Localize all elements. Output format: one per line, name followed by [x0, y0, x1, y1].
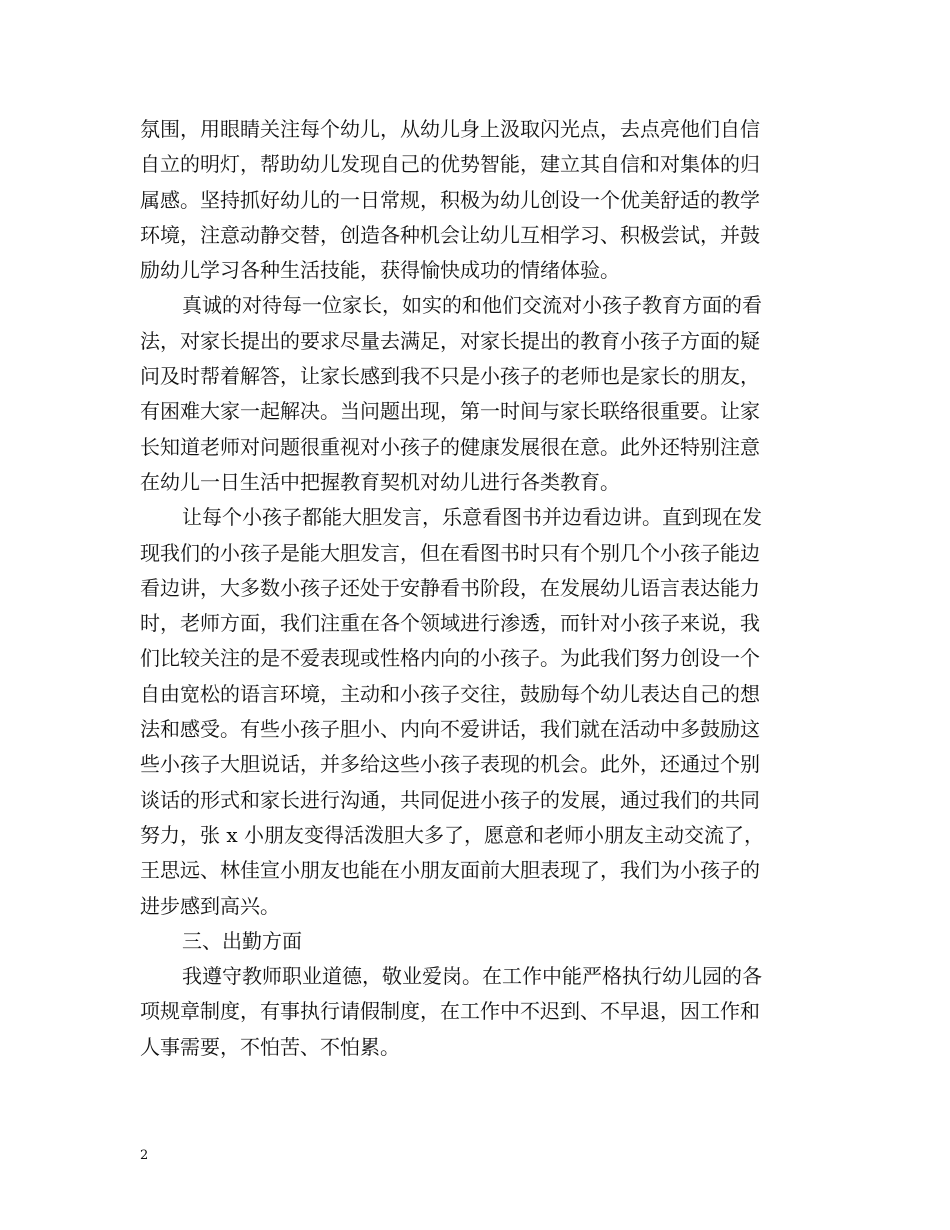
text-line: 氛围，用眼睛关注每个幼儿，从幼儿身上汲取闪光点，去点亮他们自信 [140, 117, 760, 141]
page-number: 2 [140, 1148, 149, 1163]
text-line: 们比较关注的是不爱表现或性格内向的小孩子。为此我们努力创设一个 [140, 646, 760, 671]
text-line: 属感。坚持抓好幼儿的一日常规，积极为幼儿创设一个优美舒适的教学 [140, 187, 760, 212]
text-line: 真诚的对待每一位家长，如实的和他们交流对小孩子教育方面的看 [182, 293, 762, 318]
paragraph-4 [140, 959, 812, 1065]
text-line: 让每个小孩子都能大胆发言，乐意看图书并边看边讲。直到现在发 [182, 505, 762, 530]
text-line: 在幼儿一日生活中把握教育契机对幼儿进行各类教育。 [140, 469, 620, 494]
text-line: 看边讲，大多数小孩子还处于安静看书阶段，在发展幼儿语言表达能力 [140, 575, 760, 600]
text-line: 现我们的小孩子是能大胆发言，但在看图书时只有个别几个小孩子能边 [140, 540, 760, 565]
text-line: 人事需要，不怕苦、不怕累。 [140, 1034, 400, 1059]
text-line: 我遵守教师职业道德，敬业爱岗。在工作中能严格执行幼儿园的各 [182, 964, 762, 989]
text-line: 问及时帮着解答，让家长感到我不只是小孩子的老师也是家长的朋友， [140, 364, 760, 389]
text-line: 有困难大家一起解决。当问题出现，第一时间与家长联络很重要。让家 [140, 399, 760, 424]
text-line: 项规章制度，有事执行请假制度，在工作中不迟到、不早退，因工作和 [140, 999, 760, 1024]
paragraph-1 [140, 112, 812, 288]
text-line: 谈话的形式和家长进行沟通，共同促进小孩子的发展，通过我们的共同 [140, 787, 760, 812]
text-line: 法和感受。有些小孩子胆小、内向不爱讲话，我们就在活动中多鼓励这 [140, 717, 760, 742]
text-line: 时，老师方面，我们注重在各个领域进行渗透，而针对小孩子来说，我 [140, 611, 760, 636]
document-body [140, 112, 812, 1065]
text-line: 王思远、林佳宣小朋友也能在小朋友面前大胆表现了，我们为小孩子的 [140, 858, 760, 883]
paragraph-2 [140, 288, 812, 500]
text-line: 些小孩子大胆说话，并多给这些小孩子表现的机会。此外，还通过个别 [140, 752, 760, 777]
text-line: 长知道老师对问题很重视对小孩子的健康发展很在意。此外还特别注意 [140, 434, 760, 459]
section-heading [140, 924, 812, 959]
text-line: 进步感到高兴。 [140, 893, 280, 918]
text-line: 自立的明灯，帮助幼儿发现自己的优势智能，建立其自信和对集体的归 [140, 152, 760, 177]
text-line: 环境，注意动静交替，创造各种机会让幼儿互相学习、积极尝试，并鼓 [140, 222, 760, 247]
text-line: 法，对家长提出的要求尽量去满足，对家长提出的教育小孩子方面的疑 [140, 328, 760, 353]
paragraph-3 [140, 500, 812, 924]
section-heading-text: 三、出勤方面 [182, 928, 302, 953]
text-line: 励幼儿学习各种生活技能，获得愉快成功的情绪体验。 [140, 258, 620, 283]
text-line: 努力，张 x 小朋友变得活泼胆大多了，愿意和老师小朋友主动交流了， [140, 822, 764, 847]
text-line: 自由宽松的语言环境，主动和小孩子交往，鼓励每个幼儿表达自己的想 [140, 681, 760, 706]
